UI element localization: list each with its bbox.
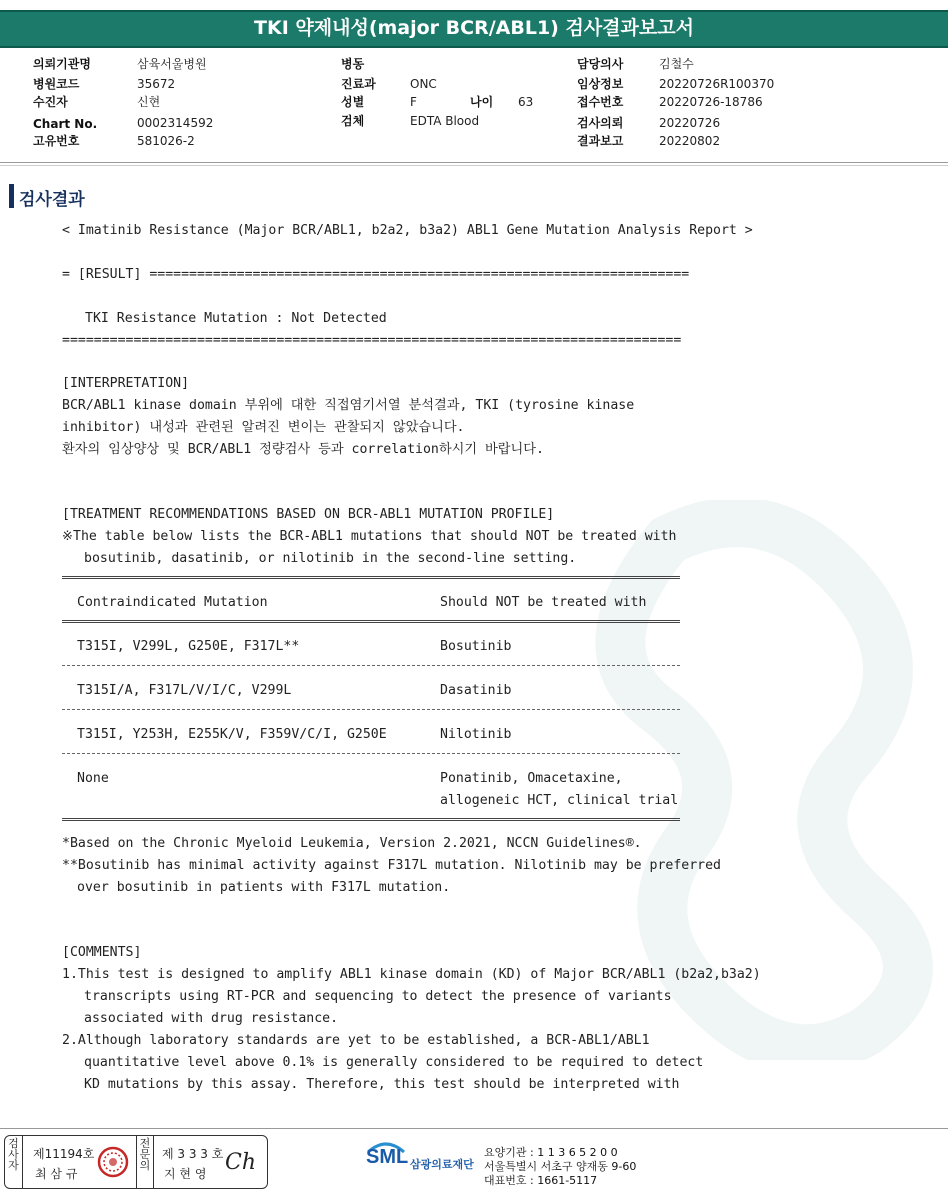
section-title: 검사결과: [19, 190, 85, 210]
label-chart-no: Chart No.: [33, 117, 98, 131]
value-age: 63: [518, 95, 534, 109]
value-receipt-no: 20220726-18786: [659, 95, 763, 109]
table-header-drug: Should NOT be treated with: [440, 595, 647, 610]
table-row-drug-continued: allogeneic HCT, clinical trial: [440, 793, 679, 808]
table-rule-header: [62, 620, 680, 623]
result-text: TKI Resistance Mutation : Not Detected: [85, 311, 387, 326]
specialist-license: 제 3 3 3 호: [162, 1147, 224, 1161]
footer-divider: [0, 1128, 948, 1129]
label-ward: 병동: [341, 57, 365, 71]
table-header-mutation: Contraindicated Mutation: [77, 595, 268, 610]
table-rule-bottom: [62, 818, 680, 821]
label-hospital-code: 병원코드: [33, 77, 80, 91]
signature: Ch: [225, 1150, 257, 1175]
result-rule: ==============================================================================: [62, 333, 682, 348]
footer-phone: 대표번호 : 1661-5117: [484, 1174, 598, 1187]
value-clinical-info: 20220726R100370: [659, 77, 775, 91]
comment-line: associated with drug resistance.: [84, 1011, 339, 1026]
value-specimen: EDTA Blood: [410, 114, 480, 128]
value-department: ONC: [410, 77, 437, 91]
specialist-name: 지 현 영: [164, 1167, 207, 1181]
table-row-drug: Bosutinib: [440, 639, 512, 654]
table-row-divider: [62, 709, 680, 710]
treatment-note: ※The table below lists the BCR-ABL1 mutations that should NOT be treated with: [62, 529, 677, 544]
footer-institution-code: 요양기관 : 1 1 3 6 5 2 0 0: [484, 1146, 618, 1159]
interpretation-title: [INTERPRETATION]: [62, 376, 190, 391]
footnote: over bosutinib in patients with F317L mutation.: [77, 880, 451, 895]
table-row-divider: [62, 753, 680, 754]
comment-line: KD mutations by this assay. Therefore, this test should be interpreted with: [84, 1077, 680, 1092]
comment-line: 2.Although laboratory standards are yet to be established, a BCR-ABL1/ABL1: [62, 1033, 650, 1048]
result-line: = [RESULT] ====================================================================: [62, 267, 690, 282]
signature-box: [4, 1135, 268, 1189]
label-clinical-info: 임상정보: [577, 77, 624, 91]
table-row-mutation: T315I, V299L, G250E, F317L**: [77, 639, 300, 654]
comment-line: 1.This test is designed to amplify ABL1 kinase domain (KD) of Major BCR/ABL1 (b2a2,b3a2): [62, 967, 761, 982]
treatment-note: bosutinib, dasatinib, or nilotinib in the second-line setting.: [84, 551, 577, 566]
value-hospital: 삼육서울병원: [137, 57, 207, 71]
label-patient: 수진자: [33, 95, 68, 109]
examiner-name: 최 삼 규: [35, 1167, 78, 1181]
footnote: *Based on the Chronic Myeloid Leukemia, Version 2.2021, NCCN Guidelines®.: [62, 836, 642, 851]
table-row-mutation: T315I/A, F317L/V/I/C, V299L: [77, 683, 292, 698]
label-receipt-no: 접수번호: [577, 95, 624, 109]
table-rule-top: [62, 576, 680, 579]
label-doctor: 담당의사: [577, 57, 624, 71]
label-hospital: 의뢰기관명: [33, 57, 91, 71]
header-divider: [0, 162, 948, 163]
table-row-drug: Dasatinib: [440, 683, 512, 698]
table-row-drug: Nilotinib: [440, 727, 512, 742]
value-patient: 신현: [137, 95, 161, 109]
report-title: TKI 약제내성(major BCR/ABL1) 검사결과보고서: [0, 10, 948, 48]
footer-address: 서울특별시 서초구 양재동 9-60: [484, 1160, 637, 1173]
section-marker: [9, 184, 14, 208]
report-heading: < Imatinib Resistance (Major BCR/ABL1, b2a2, b3a2) ABL1 Gene Mutation Analysis Report >: [62, 223, 753, 238]
interpretation-line: inhibitor) 내성과 관련된 알려진 변이는 관찰되지 않았습니다.: [62, 420, 465, 435]
table-row-mutation: T315I, Y253H, E255K/V, F359V/C/I, G250E: [77, 727, 387, 742]
table-row-mutation: None: [77, 771, 109, 786]
treatment-title: [TREATMENT RECOMMENDATIONS BASED ON BCR-ABL1 MUTATION PROFILE]: [62, 507, 555, 522]
label-unique-no: 고유번호: [33, 134, 80, 148]
specialist-label: 전문의: [136, 1136, 154, 1188]
label-report-date: 결과보고: [577, 134, 624, 148]
value-doctor: 김철수: [659, 57, 694, 71]
value-hospital-code: 35672: [137, 77, 176, 91]
table-row-divider: [62, 665, 680, 666]
logo-sml: SML: [366, 1146, 409, 1168]
label-age: 나이: [470, 95, 494, 109]
value-report-date: 20220802: [659, 134, 721, 148]
examiner-license: 제11194호: [33, 1147, 95, 1161]
label-specimen: 검체: [341, 114, 365, 128]
footnote: **Bosutinib has minimal activity against F317L mutation. Nilotinib may be preferred: [62, 858, 721, 873]
interpretation-line: BCR/ABL1 kinase domain 부위에 대한 직접염기서열 분석결과, TKI (tyrosine kinase: [62, 398, 635, 413]
examiner-label: 검사자: [5, 1136, 23, 1188]
logo-org-name: 삼광의료재단: [410, 1158, 474, 1171]
label-sex: 성별: [341, 95, 365, 109]
value-request-date: 20220726: [659, 116, 721, 130]
label-department: 진료과: [341, 77, 376, 91]
table-row-drug: Ponatinib, Omacetaxine,: [440, 771, 623, 786]
header-divider-2: [0, 165, 948, 166]
comment-line: quantitative level above 0.1% is generally considered to be required to detect: [84, 1055, 704, 1070]
comments-title: [COMMENTS]: [62, 945, 142, 960]
interpretation-line: 환자의 임상양상 및 BCR/ABL1 정량검사 등과 correlation하시기 바랍니다.: [62, 442, 544, 457]
value-sex: F: [410, 95, 417, 109]
seal-icon: [97, 1146, 129, 1178]
value-chart-no: 0002314592: [137, 116, 214, 130]
label-request-date: 검사의뢰: [577, 116, 624, 130]
value-unique-no: 581026-2: [137, 134, 195, 148]
comment-line: transcripts using RT-PCR and sequencing to detect the presence of variants: [84, 989, 672, 1004]
